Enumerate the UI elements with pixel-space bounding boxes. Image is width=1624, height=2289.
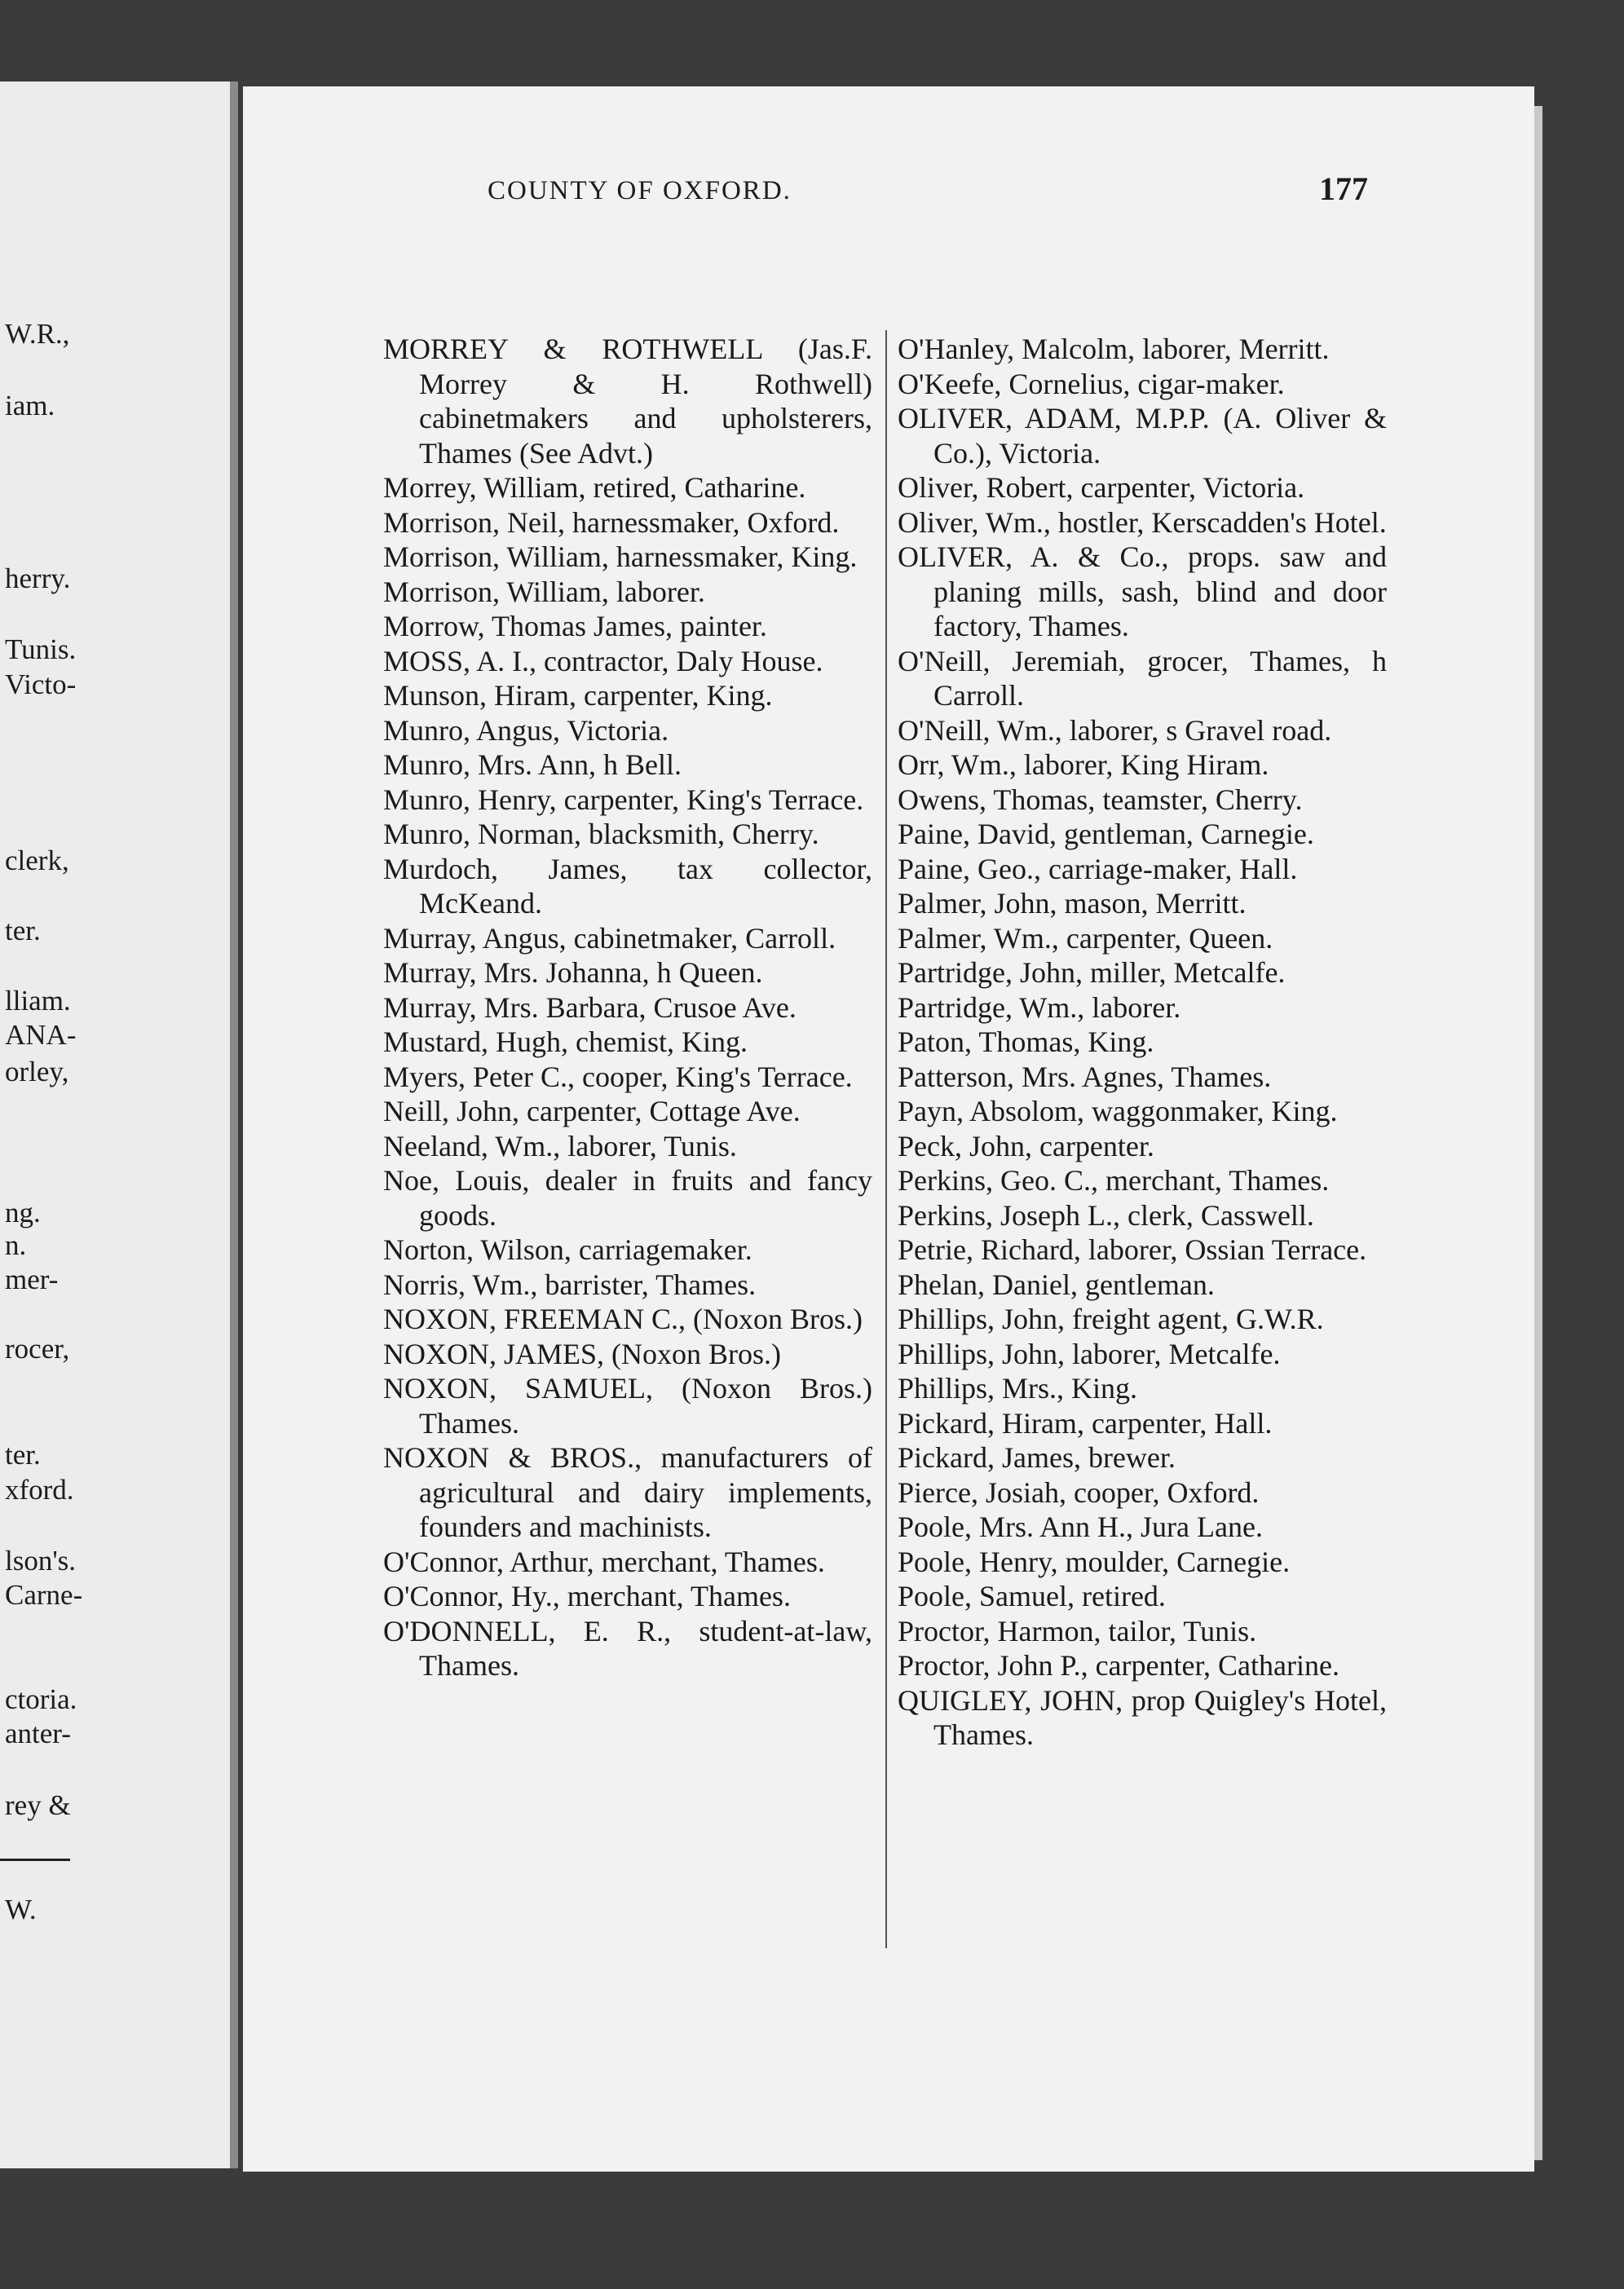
directory-entry: Murray, Mrs. Johanna, h Queen. <box>383 956 763 989</box>
directory-entry: Paine, David, gentleman, Carnegie. <box>898 818 1314 850</box>
directory-entry: NOXON, FREEMAN C., (Noxon Bros.) <box>383 1303 863 1335</box>
directory-entry: Phillips, John, laborer, Metcalfe. <box>898 1337 1281 1370</box>
directory-entry: NOXON, SAMUEL, (Noxon Bros.) Thames. <box>383 1372 872 1440</box>
directory-entry: Orr, Wm., laborer, King Hiram. <box>898 748 1269 781</box>
directory-entry: Patterson, Mrs. Agnes, Thames. <box>898 1060 1272 1093</box>
directory-entry: Poole, Samuel, retired. <box>898 1580 1166 1612</box>
directory-entry: Noe, Louis, dealer in fruits and fancy goods. <box>383 1164 872 1232</box>
previous-page-fragment: Tunis. <box>5 633 77 665</box>
book-spine <box>230 82 238 2168</box>
directory-entry: Munro, Angus, Victoria. <box>383 713 669 747</box>
directory-entry: Munson, Hiram, carpenter, King. <box>383 679 773 712</box>
previous-page-fragment: n. <box>5 1229 27 1261</box>
page-number: 177 <box>1319 170 1368 207</box>
directory-entry: NOXON & BROS., manufacturers of agricultural and dairy implements, founders and machinists. <box>383 1441 872 1543</box>
directory-column-right <box>898 332 1387 1753</box>
directory-entry: Neeland, Wm., laborer, Tunis. <box>383 1129 737 1162</box>
directory-entry: Pickard, Hiram, carpenter, Hall. <box>898 1406 1273 1440</box>
previous-page-fragment: rey & <box>5 1789 71 1821</box>
previous-page-fragment: W. <box>5 1894 37 1925</box>
directory-entry: O'Neill, Jeremiah, grocer, Thames, h Carroll. <box>898 644 1387 712</box>
previous-page-fragment: ctoria. <box>5 1683 77 1715</box>
previous-page-edge <box>0 82 238 2168</box>
previous-page-fragment: Carne- <box>5 1579 83 1611</box>
directory-entry: Palmer, Wm., carpenter, Queen. <box>898 921 1273 955</box>
directory-entry: Murray, Angus, cabinetmaker, Carroll. <box>383 921 836 955</box>
column-divider <box>885 330 887 1948</box>
directory-entry: OLIVER, ADAM, M.P.P. (A. Oliver & Co.), Victoria. <box>898 402 1387 470</box>
directory-entry: O'Hanley, Malcolm, laborer, Merritt. <box>898 333 1330 365</box>
directory-entry: Munro, Henry, carpenter, King's Terrace. <box>383 783 864 816</box>
directory-entry: NOXON, JAMES, (Noxon Bros.) <box>383 1337 782 1370</box>
directory-entry: Morrison, William, laborer. <box>383 575 705 608</box>
directory-entry: Murray, Mrs. Barbara, Crusoe Ave. <box>383 990 797 1024</box>
previous-page-fragment: iam. <box>5 390 55 421</box>
directory-entry: Pierce, Josiah, cooper, Oxford. <box>898 1475 1260 1509</box>
directory-entry: O'DONNELL, E. R., student-at-law, Thames. <box>383 1614 872 1682</box>
directory-entry: Murdoch, James, tax collector, McKeand. <box>383 852 872 920</box>
directory-entry: Oliver, Robert, carpenter, Victoria. <box>898 471 1305 504</box>
previous-page-fragment: lliam. <box>5 985 71 1017</box>
directory-entry: Phillips, John, freight agent, G.W.R. <box>898 1303 1324 1335</box>
directory-entry: QUIGLEY, JOHN, prop Quigley's Hotel, Thames. <box>898 1683 1387 1751</box>
directory-entry: Munro, Mrs. Ann, h Bell. <box>383 748 682 781</box>
directory-entry: Norris, Wm., barrister, Thames. <box>383 1268 757 1301</box>
directory-entry: Norton, Wilson, carriagemaker. <box>383 1233 752 1266</box>
directory-entry: Poole, Henry, moulder, Carnegie. <box>898 1545 1291 1578</box>
previous-page-fragment: W.R., <box>5 318 70 350</box>
previous-page-rule <box>0 1859 70 1861</box>
directory-entry: Phillips, Mrs., King. <box>898 1372 1138 1405</box>
previous-page-fragment: herry. <box>5 562 71 594</box>
directory-entry: Partridge, John, miller, Metcalfe. <box>898 956 1286 989</box>
previous-page-fragment: clerk, <box>5 845 69 876</box>
previous-page-fragment: orley, <box>5 1056 69 1087</box>
previous-page-fragment: xford. <box>5 1474 74 1506</box>
directory-entry: Proctor, Harmon, tailor, Tunis. <box>898 1614 1257 1647</box>
directory-entry: O'Connor, Hy., merchant, Thames. <box>383 1580 791 1612</box>
directory-entry: Morrow, Thomas James, painter. <box>383 610 767 642</box>
directory-entry: MOSS, A. I., contractor, Daly House. <box>383 644 823 677</box>
previous-page-fragment: anter- <box>5 1718 71 1749</box>
directory-entry: Paton, Thomas, King. <box>898 1025 1154 1058</box>
directory-entry: Peck, John, carpenter. <box>898 1129 1154 1162</box>
directory-entry: Perkins, Joseph L., clerk, Casswell. <box>898 1198 1314 1232</box>
directory-entry: Morrison, Neil, harnessmaker, Oxford. <box>383 505 840 539</box>
directory-entry: O'Keefe, Cornelius, cigar-maker. <box>898 367 1285 400</box>
directory-entry: O'Neill, Wm., laborer, s Gravel road. <box>898 713 1332 747</box>
directory-entry: Palmer, John, mason, Merritt. <box>898 887 1247 920</box>
directory-entry: Phelan, Daniel, gentleman. <box>898 1268 1215 1301</box>
previous-page-fragment: mer- <box>5 1264 59 1295</box>
directory-entry: Partridge, Wm., laborer. <box>898 990 1181 1024</box>
previous-page-fragment: ng. <box>5 1197 41 1228</box>
previous-page-fragment: lson's. <box>5 1545 77 1577</box>
previous-page-fragment: ter. <box>5 915 41 946</box>
previous-page-fragment: rocer, <box>5 1333 70 1365</box>
directory-column-left <box>383 332 872 1683</box>
previous-page-fragment: ANA- <box>5 1019 77 1051</box>
directory-entry: MORREY & ROTHWELL (Jas.F. Morrey & H. Rothwell) cabinetmakers and upholsterers, Thames (See Advt.) <box>383 333 872 470</box>
directory-entry: Munro, Norman, blacksmith, Cherry. <box>383 818 819 850</box>
directory-entry: OLIVER, A. & Co., props. saw and planing mills, sash, blind and door factory, Thames. <box>898 540 1387 642</box>
previous-page-fragment: ter. <box>5 1439 41 1471</box>
directory-entry: Payn, Absolom, waggonmaker, King. <box>898 1095 1338 1127</box>
directory-entry: Morrison, William, harnessmaker, King. <box>383 540 858 573</box>
directory-entry: Petrie, Richard, laborer, Ossian Terrace. <box>898 1233 1367 1266</box>
directory-entry: Paine, Geo., carriage-maker, Hall. <box>898 852 1298 885</box>
directory-entry: Pickard, James, brewer. <box>898 1441 1176 1474</box>
directory-entry: Oliver, Wm., hostler, Kerscadden's Hotel. <box>898 505 1387 539</box>
directory-entry: Morrey, William, retired, Catharine. <box>383 471 806 504</box>
running-header: COUNTY OF OXFORD. <box>488 176 792 205</box>
previous-page-fragment: Victo- <box>5 668 77 700</box>
page-edge-shadow <box>1534 106 1542 2160</box>
directory-entry: Myers, Peter C., cooper, King's Terrace. <box>383 1060 853 1093</box>
directory-entry: Mustard, Hugh, chemist, King. <box>383 1025 748 1058</box>
directory-entry: Poole, Mrs. Ann H., Jura Lane. <box>898 1511 1263 1543</box>
directory-entry: Neill, John, carpenter, Cottage Ave. <box>383 1095 801 1127</box>
directory-entry: Owens, Thomas, teamster, Cherry. <box>898 783 1303 816</box>
directory-entry: O'Connor, Arthur, merchant, Thames. <box>383 1545 825 1578</box>
directory-entry: Proctor, John P., carpenter, Catharine. <box>898 1649 1339 1682</box>
directory-entry: Perkins, Geo. C., merchant, Thames. <box>898 1164 1330 1197</box>
